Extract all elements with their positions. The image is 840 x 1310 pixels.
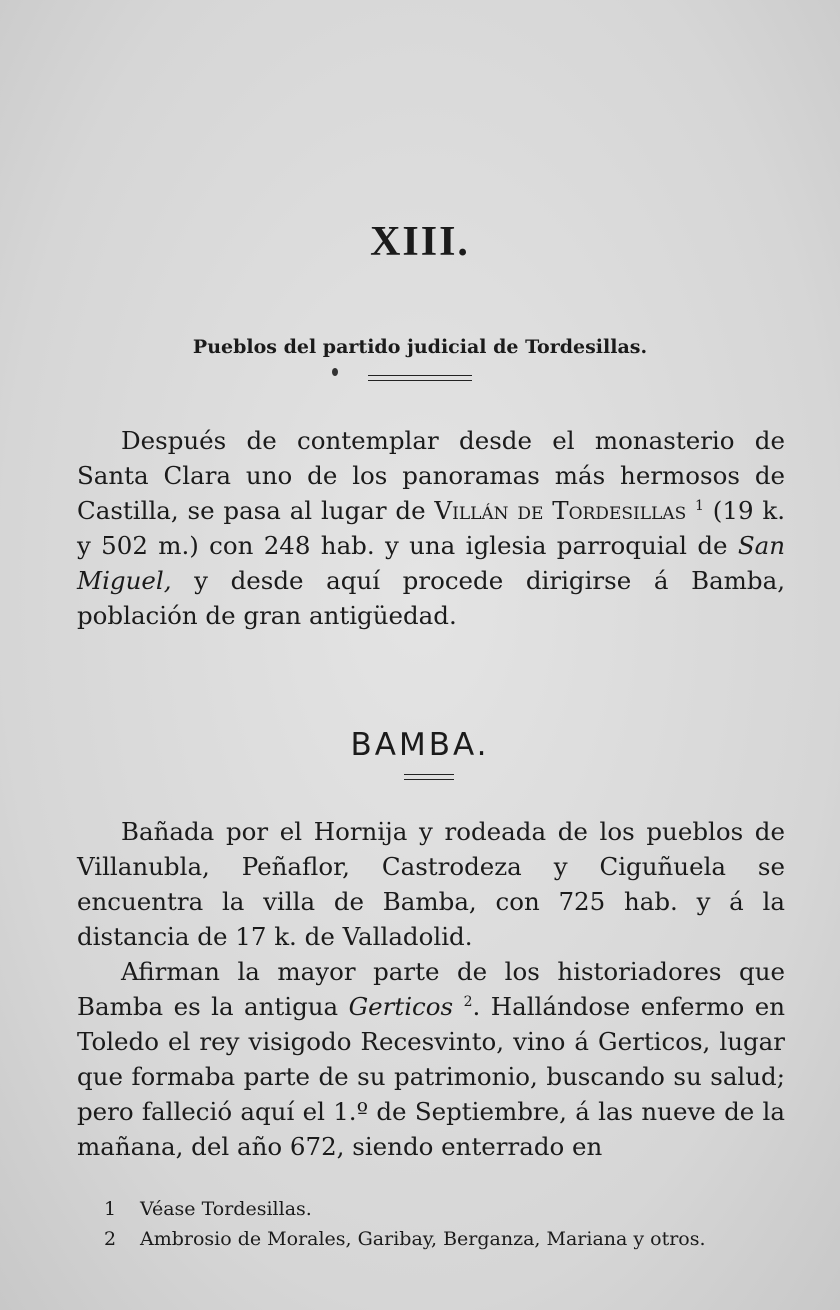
intro-lead: Después de contemplar desde el monasterio de Santa Clara uno de los panoramas más hermosos de Castilla, se pasa al lugar de: [77, 426, 785, 525]
footnote-1-number: 1: [104, 1198, 117, 1220]
footnote-1: [104, 1194, 312, 1224]
p2-lead: Afirman la mayor parte de los historiadores que Bamba es la antigua: [77, 957, 785, 1021]
double-rule-top: [368, 375, 472, 376]
ink-spot: [332, 368, 338, 376]
section-title: BAMBA.: [350, 727, 490, 763]
place-name-gerticos: Gerticos: [348, 992, 454, 1021]
footnote-ref-1: 1: [695, 498, 704, 514]
section-rule-bottom: [404, 779, 454, 780]
intro-paragraph: [77, 423, 785, 633]
bamba-paragraph-1: Bañada por el Hornija y rodeada de los pueblos de Villanubla, Peñaflor, Castrodeza y Ciguñuela se encuentra la villa de Bamba, con 725 hab. y á la distancia de 17 k. de Valladolid.: [77, 817, 785, 951]
footnote-2: [104, 1224, 706, 1254]
place-name-villan: Villán de Tordesillas: [434, 496, 687, 525]
church-name: San Miguel,: [77, 531, 785, 595]
section-rule-top: [404, 774, 454, 775]
intro-middle: (19 k. y 502 m.) con 248 hab. y una iglesia parroquial de: [77, 496, 785, 560]
intro-tail: y desde aquí procede dirigirse á Bamba, población de gran antigüedad.: [77, 566, 785, 630]
chapter-number: XIII.: [370, 219, 470, 265]
footnote-ref-2: 2: [463, 994, 473, 1010]
footnote-1-text: Véase Tordesillas.: [140, 1198, 312, 1220]
chapter-subtitle: Pueblos del partido judicial de Tordesillas.: [192, 336, 648, 358]
double-rule-bottom: [368, 380, 472, 381]
footnote-2-number: 2: [104, 1228, 117, 1250]
footnote-2-text: Ambrosio de Morales, Garibay, Berganza, Mariana y otros.: [140, 1228, 706, 1250]
bamba-paragraph-2: [77, 954, 785, 1164]
p2-tail: . Hallándose enfermo en Toledo el rey visigodo Recesvinto, vino á Gerticos, lugar que formaba parte de su patrimonio, buscando su salud; pero falleció aquí el 1.º de Septiembre, á las nueve de la mañana, del año 672, siendo enterrado en: [77, 992, 785, 1161]
